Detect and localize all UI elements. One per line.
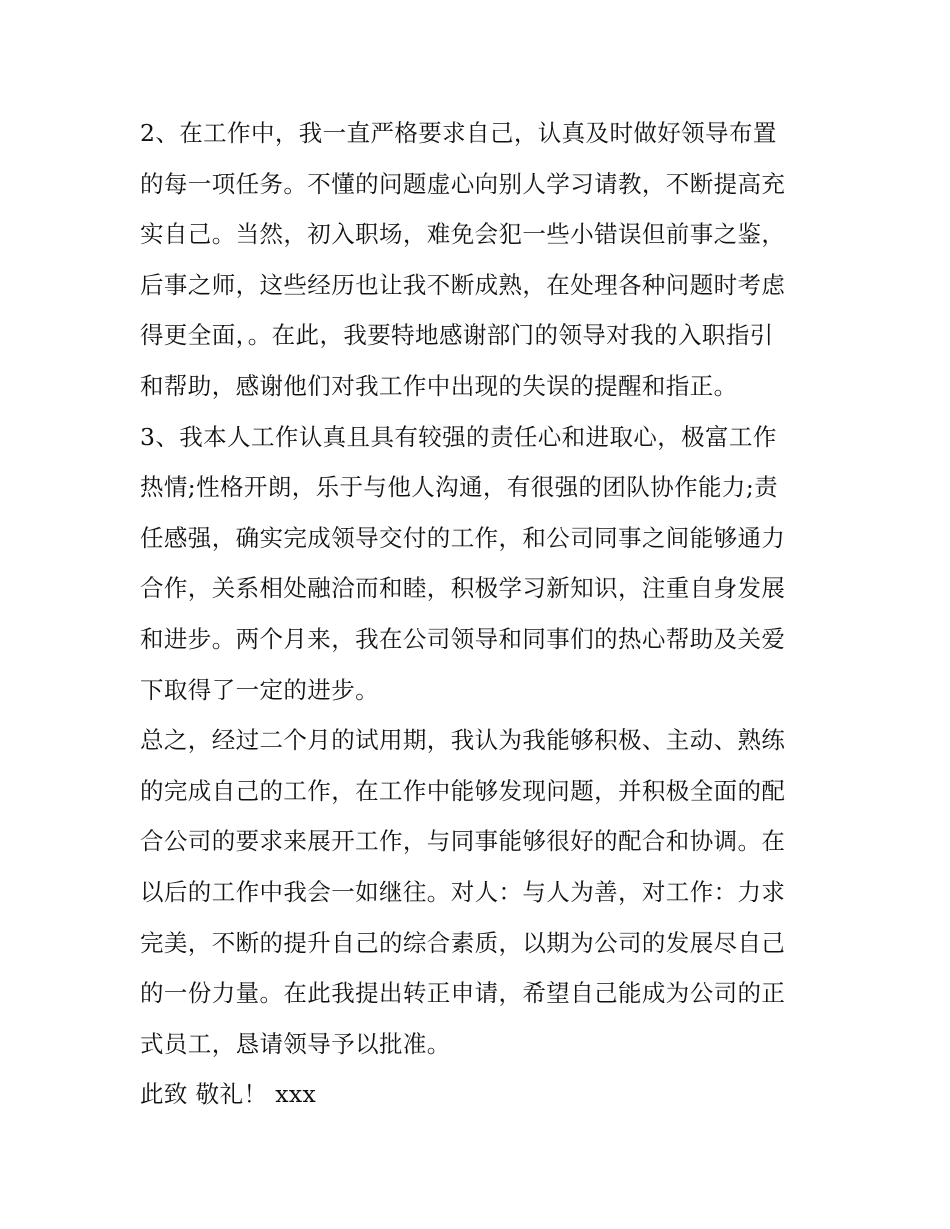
text-line: 合公司的要求来展开工作，与同事能够很好的配合和协调。在 <box>140 827 786 856</box>
text-line: 下取得了一定的进步。 <box>140 675 379 704</box>
text-line: 后事之师，这些经历也让我不断成熟，在处理各种问题时考虑 <box>140 270 786 299</box>
text-line: 和帮助，感谢他们对我工作中出现的失误的提醒和指正。 <box>140 371 738 400</box>
text-line: 任感强，确实完成领导交付的工作，和公司同事之间能够通力 <box>140 523 786 552</box>
text-line: 以后的工作中我会一如继往。对人：与人为善，对工作：力求 <box>140 877 786 906</box>
text-line: 3、我本人工作认真且具有较强的责任心和进取心，极富工作 <box>140 422 777 451</box>
text-line: 2、在工作中，我一直严格要求自己，认真及时做好领导布置 <box>140 119 777 147</box>
text-line: 的每一项任务。不懂的问题虚心向别人学习请教，不断提高充 <box>140 169 786 198</box>
text-line: 热情;性格开朗，乐于与他人沟通，有很强的团队协作能力;责 <box>140 473 779 502</box>
closing-line: 此致 敬礼！ xxx <box>140 1080 317 1109</box>
text-line: 的一份力量。在此我提出转正申请，希望自己能成为公司的正 <box>140 979 786 1008</box>
text-line: 合作，关系相处融洽而和睦，积极学习新知识，注重自身发展 <box>140 574 786 603</box>
text-line: 的完成自己的工作，在工作中能够发现问题，并积极全面的配 <box>140 776 786 805</box>
text-line: 总之，经过二个月的试用期，我认为我能够积极、主动、熟练 <box>140 726 786 755</box>
text-line: 得更全面，。在此，我要特地感谢部门的领导对我的入职指引 <box>140 321 774 350</box>
text-line: 完美，不断的提升自己的综合素质，以期为公司的发展尽自己 <box>140 928 786 957</box>
text-line: 和进步。两个月来，我在公司领导和同事们的热心帮助及关爱 <box>140 624 786 653</box>
text-line: 式员工，恳请领导予以批准。 <box>140 1029 451 1058</box>
text-line: 实自己。当然，初入职场，难免会犯一些小错误但前事之鉴， <box>140 220 786 249</box>
document-body <box>140 108 820 1120</box>
